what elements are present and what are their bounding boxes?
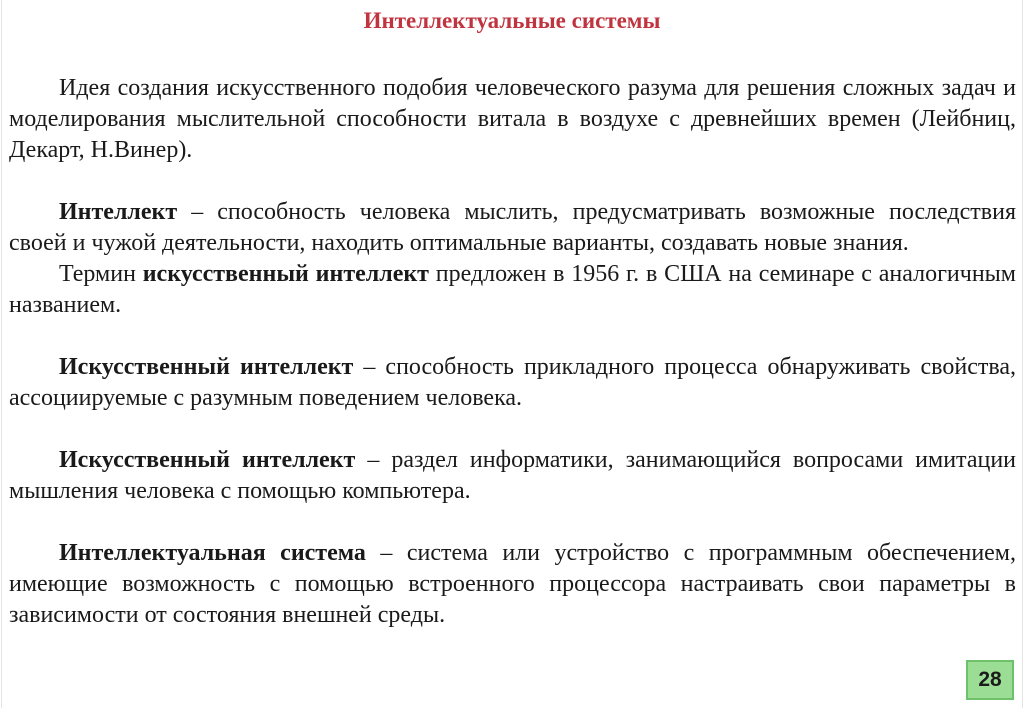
system-definition-text: – система или устройство с программным обеспечением, имеющие возможность с помощью встроенного процессора настраивать свои параметры в зависимости от состояния внешней среды. bbox=[9, 540, 1016, 628]
term-origin-after: предложен в 1956 г. в США на семинаре с аналогичным названием. bbox=[9, 261, 1016, 318]
ai-definition-2-text: – раздел информатики, занимающийся вопросами имитации мышления человека с помощью компьютера. bbox=[9, 447, 1017, 504]
term-origin-before: Термин bbox=[59, 261, 143, 287]
system-definition bbox=[9, 538, 1016, 631]
intro-paragraph: Идея создания искусственного подобия человеческого разума для решения сложных задач и моделирования мыслительной способности витала в воздухе с древнейших времен (Лейбниц, Декарт, Н.Винер). bbox=[9, 75, 1016, 163]
intellect-definition bbox=[9, 197, 1016, 259]
intellect-definition-text: – способность человека мыслить, предусматривать возможные последствия своей и чужой деятельности, находить оптимальные варианты, создавать новые знания. bbox=[9, 199, 1016, 256]
intellect-term: Интеллект bbox=[59, 199, 178, 225]
ai-definition-1-text: – способность прикладного процесса обнаруживать свойства, ассоциируемые с разумным поведением человека. bbox=[9, 354, 1017, 411]
page-number-badge: 28 bbox=[966, 660, 1014, 700]
system-term: Интеллектуальная система bbox=[59, 540, 366, 566]
slide-title: Интеллектуальные системы bbox=[363, 8, 661, 33]
term-origin-term: искусственный интеллект bbox=[142, 261, 429, 287]
ai-term-2: Искусственный интеллект bbox=[59, 447, 356, 473]
ai-term-1: Искусственный интеллект bbox=[59, 354, 354, 380]
ai-definition-2 bbox=[9, 445, 1016, 507]
ai-definition-1 bbox=[9, 352, 1016, 414]
slide-body bbox=[9, 73, 1016, 631]
term-origin-paragraph bbox=[9, 259, 1016, 321]
